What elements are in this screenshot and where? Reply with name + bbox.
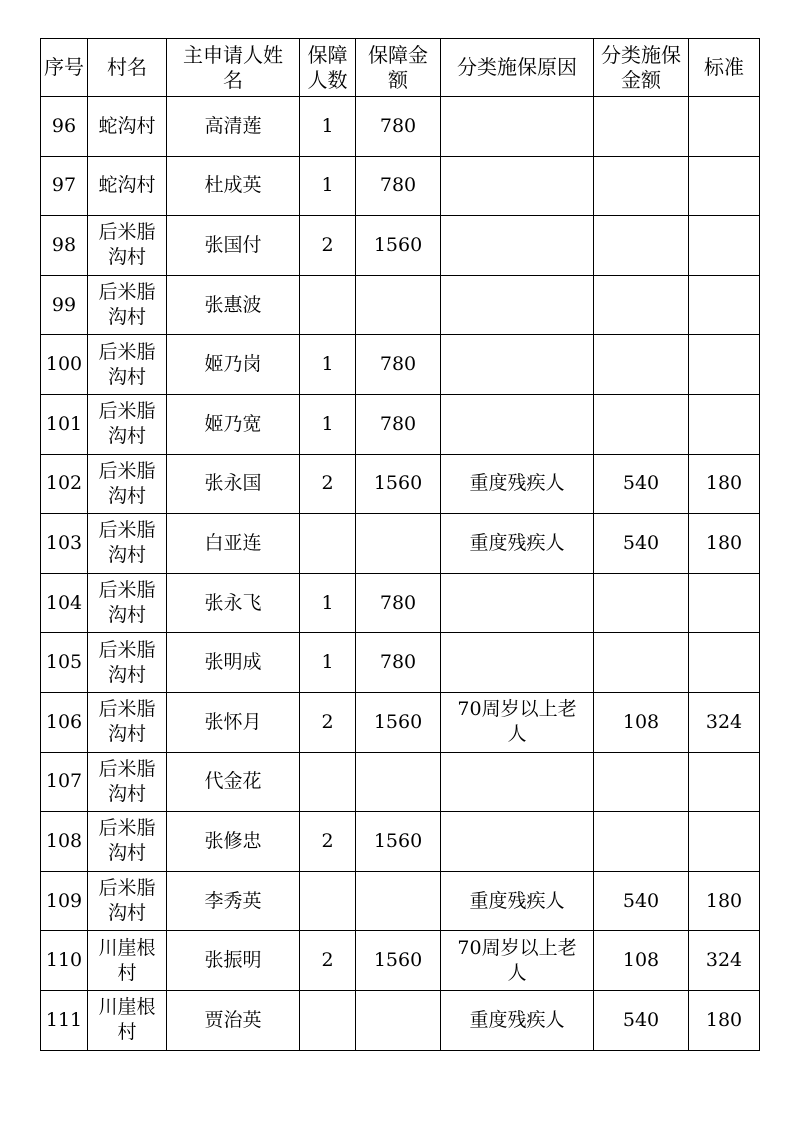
header-standard: 标准: [689, 39, 760, 97]
cell-people: 1: [300, 97, 356, 157]
table-row: [41, 454, 760, 514]
cell-class-amount: [594, 216, 689, 276]
cell-reason: [441, 812, 594, 872]
header-class-amount: 分类施保金额: [594, 39, 689, 97]
cell-village: 后米脂沟村: [88, 812, 167, 872]
cell-village: 川崖根村: [88, 990, 167, 1050]
cell-people: [300, 871, 356, 931]
table-row: [41, 275, 760, 335]
cell-applicant: 姬乃宽: [167, 394, 300, 454]
cell-amount: 780: [356, 394, 441, 454]
cell-people: 1: [300, 335, 356, 395]
cell-seq: 99: [41, 275, 88, 335]
cell-people: 2: [300, 812, 356, 872]
cell-reason: 重度残疾人: [441, 871, 594, 931]
cell-standard: [689, 156, 760, 216]
cell-applicant: 李秀英: [167, 871, 300, 931]
table-row: [41, 394, 760, 454]
cell-reason: [441, 394, 594, 454]
cell-amount: 1560: [356, 931, 441, 991]
cell-village: 后米脂沟村: [88, 752, 167, 812]
table-row: [41, 812, 760, 872]
cell-village: 后米脂沟村: [88, 871, 167, 931]
table-row: [41, 335, 760, 395]
cell-village: 后米脂沟村: [88, 633, 167, 693]
cell-village: 后米脂沟村: [88, 275, 167, 335]
cell-class-amount: [594, 156, 689, 216]
cell-class-amount: [594, 394, 689, 454]
roster-table: [40, 38, 760, 1051]
cell-applicant: 张永飞: [167, 573, 300, 633]
cell-amount: 780: [356, 156, 441, 216]
cell-people: 1: [300, 573, 356, 633]
cell-people: [300, 275, 356, 335]
cell-applicant: 张明成: [167, 633, 300, 693]
table-row: [41, 97, 760, 157]
cell-seq: 108: [41, 812, 88, 872]
cell-standard: 180: [689, 454, 760, 514]
cell-amount: [356, 514, 441, 574]
header-seq: 序号: [41, 39, 88, 97]
cell-people: [300, 514, 356, 574]
cell-seq: 111: [41, 990, 88, 1050]
cell-applicant: 杜成英: [167, 156, 300, 216]
table-row: [41, 990, 760, 1050]
cell-people: 2: [300, 692, 356, 752]
cell-seq: 104: [41, 573, 88, 633]
cell-standard: 180: [689, 514, 760, 574]
table-body: [41, 97, 760, 1051]
cell-reason: [441, 573, 594, 633]
table-header: [41, 39, 760, 97]
cell-seq: 102: [41, 454, 88, 514]
cell-village: 后米脂沟村: [88, 216, 167, 276]
cell-seq: 110: [41, 931, 88, 991]
cell-class-amount: [594, 335, 689, 395]
cell-seq: 105: [41, 633, 88, 693]
cell-standard: [689, 573, 760, 633]
cell-reason: 重度残疾人: [441, 454, 594, 514]
cell-seq: 97: [41, 156, 88, 216]
cell-reason: [441, 156, 594, 216]
header-reason: 分类施保原因: [441, 39, 594, 97]
header-village: 村名: [88, 39, 167, 97]
cell-amount: 780: [356, 633, 441, 693]
cell-standard: [689, 394, 760, 454]
cell-amount: [356, 990, 441, 1050]
cell-amount: 780: [356, 335, 441, 395]
cell-seq: 101: [41, 394, 88, 454]
cell-village: 后米脂沟村: [88, 692, 167, 752]
cell-applicant: 张惠波: [167, 275, 300, 335]
cell-standard: 324: [689, 931, 760, 991]
cell-people: 1: [300, 633, 356, 693]
header-amount: 保障金额: [356, 39, 441, 97]
cell-class-amount: 108: [594, 931, 689, 991]
header-applicant: 主申请人姓名: [167, 39, 300, 97]
cell-amount: 780: [356, 573, 441, 633]
cell-amount: [356, 871, 441, 931]
cell-standard: [689, 216, 760, 276]
table-row: [41, 216, 760, 276]
cell-class-amount: [594, 812, 689, 872]
table-row: [41, 156, 760, 216]
cell-village: 后米脂沟村: [88, 394, 167, 454]
cell-standard: [689, 97, 760, 157]
cell-people: 1: [300, 394, 356, 454]
cell-village: 后米脂沟村: [88, 573, 167, 633]
cell-seq: 96: [41, 97, 88, 157]
cell-village: 后米脂沟村: [88, 454, 167, 514]
cell-people: [300, 990, 356, 1050]
cell-class-amount: [594, 97, 689, 157]
cell-reason: 重度残疾人: [441, 990, 594, 1050]
cell-reason: 70周岁以上老人: [441, 692, 594, 752]
cell-applicant: 代金花: [167, 752, 300, 812]
cell-reason: 70周岁以上老人: [441, 931, 594, 991]
cell-reason: [441, 275, 594, 335]
cell-seq: 109: [41, 871, 88, 931]
cell-class-amount: 540: [594, 871, 689, 931]
cell-seq: 106: [41, 692, 88, 752]
cell-seq: 107: [41, 752, 88, 812]
cell-seq: 100: [41, 335, 88, 395]
table-row: [41, 931, 760, 991]
cell-applicant: 贾治英: [167, 990, 300, 1050]
cell-people: 1: [300, 156, 356, 216]
cell-village: 蛇沟村: [88, 97, 167, 157]
cell-seq: 98: [41, 216, 88, 276]
cell-applicant: 张国付: [167, 216, 300, 276]
cell-amount: [356, 752, 441, 812]
cell-applicant: 高清莲: [167, 97, 300, 157]
header-people: 保障人数: [300, 39, 356, 97]
cell-amount: 1560: [356, 812, 441, 872]
cell-amount: 1560: [356, 692, 441, 752]
cell-people: 2: [300, 216, 356, 276]
cell-people: [300, 752, 356, 812]
cell-standard: 324: [689, 692, 760, 752]
cell-reason: [441, 216, 594, 276]
cell-class-amount: [594, 633, 689, 693]
table-row: [41, 692, 760, 752]
table-row: [41, 573, 760, 633]
table-row: [41, 871, 760, 931]
cell-applicant: 张振明: [167, 931, 300, 991]
cell-class-amount: [594, 275, 689, 335]
cell-class-amount: 108: [594, 692, 689, 752]
cell-reason: [441, 633, 594, 693]
cell-people: 2: [300, 931, 356, 991]
table-row: [41, 633, 760, 693]
cell-standard: 180: [689, 990, 760, 1050]
cell-village: 川崖根村: [88, 931, 167, 991]
cell-applicant: 白亚连: [167, 514, 300, 574]
table-row: [41, 514, 760, 574]
cell-class-amount: 540: [594, 990, 689, 1050]
cell-seq: 103: [41, 514, 88, 574]
cell-amount: 1560: [356, 454, 441, 514]
cell-standard: [689, 752, 760, 812]
cell-class-amount: 540: [594, 514, 689, 574]
cell-village: 后米脂沟村: [88, 514, 167, 574]
cell-class-amount: 540: [594, 454, 689, 514]
cell-applicant: 张怀月: [167, 692, 300, 752]
cell-reason: [441, 97, 594, 157]
cell-applicant: 张修忠: [167, 812, 300, 872]
cell-people: 2: [300, 454, 356, 514]
cell-class-amount: [594, 573, 689, 633]
cell-reason: 重度残疾人: [441, 514, 594, 574]
cell-class-amount: [594, 752, 689, 812]
cell-village: 后米脂沟村: [88, 335, 167, 395]
cell-village: 蛇沟村: [88, 156, 167, 216]
cell-standard: [689, 812, 760, 872]
cell-applicant: 张永国: [167, 454, 300, 514]
cell-standard: 180: [689, 871, 760, 931]
cell-amount: [356, 275, 441, 335]
cell-amount: 1560: [356, 216, 441, 276]
cell-reason: [441, 752, 594, 812]
cell-amount: 780: [356, 97, 441, 157]
cell-reason: [441, 335, 594, 395]
cell-standard: [689, 335, 760, 395]
table-row: [41, 752, 760, 812]
cell-applicant: 姬乃岗: [167, 335, 300, 395]
cell-standard: [689, 633, 760, 693]
header-row: [41, 39, 760, 97]
cell-standard: [689, 275, 760, 335]
